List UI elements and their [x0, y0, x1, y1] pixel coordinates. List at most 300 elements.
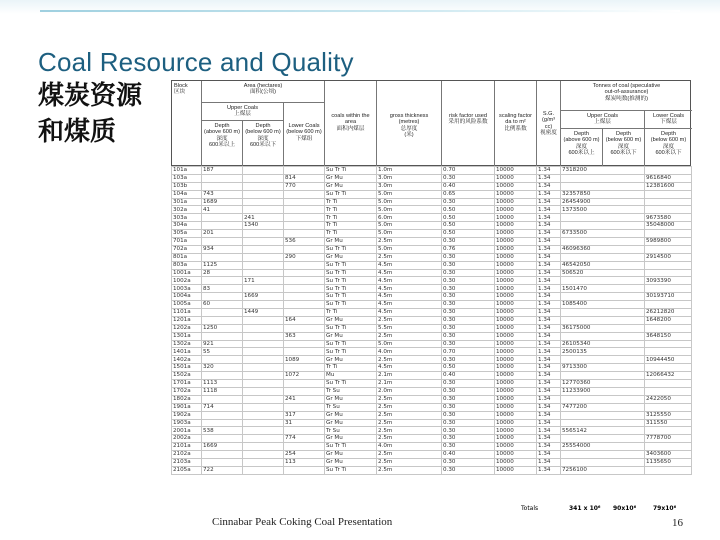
table-cell: 1669 [243, 293, 284, 301]
table-row [172, 364, 692, 372]
table-cell: 1.34 [537, 253, 561, 261]
table-cell: 0.30 [442, 253, 495, 261]
table-cell: 10000 [495, 309, 537, 317]
table-cell: 10000 [495, 466, 537, 474]
table-cell [202, 182, 243, 190]
totals-row [511, 505, 691, 515]
table-cell: 4.0m [377, 348, 442, 356]
table-cell: 171 [243, 277, 284, 285]
table-cell: 1.34 [537, 340, 561, 348]
table-cell: 538 [202, 427, 243, 435]
table-cell: 304a [172, 222, 202, 230]
table-cell: 2.5m [377, 466, 442, 474]
table-cell: 83 [202, 285, 243, 293]
table-cell [645, 230, 692, 238]
table-cell: 10000 [495, 174, 537, 182]
table-cell [284, 443, 325, 451]
header-coals-within-area: coals within the area 面积内煤层 [325, 81, 377, 167]
table-cell: 254 [284, 451, 325, 459]
table-cell: 0.40 [442, 451, 495, 459]
table-cell: 0.50 [442, 222, 495, 230]
table-cell [202, 411, 243, 419]
table-cell: Gr Mu [325, 253, 377, 261]
table-cell: 1125 [202, 261, 243, 269]
slide-top-accent-line [40, 10, 680, 12]
table-cell: 10000 [495, 245, 537, 253]
table-cell: 3.0m [377, 174, 442, 182]
table-cell [243, 387, 284, 395]
table-row [172, 458, 692, 466]
table-row [172, 238, 692, 246]
table-cell: 714 [202, 403, 243, 411]
table-cell [202, 309, 243, 317]
table-cell: 4.5m [377, 269, 442, 277]
table-cell: 774 [284, 435, 325, 443]
table-cell [561, 332, 645, 340]
table-cell [284, 348, 325, 356]
table-cell: 0.30 [442, 332, 495, 340]
table-cell: 35048000 [645, 222, 692, 230]
table-cell: 2.5m [377, 419, 442, 427]
table-row [172, 419, 692, 427]
header-tonnes-depth-above: Depth (above 600 m) 深度 600米以上 [561, 129, 603, 167]
table-cell [284, 427, 325, 435]
table-cell: 5.5m [377, 324, 442, 332]
table-cell: 1.34 [537, 411, 561, 419]
table-cell: 10000 [495, 167, 537, 175]
table-cell: 0.30 [442, 316, 495, 324]
table-cell [561, 309, 645, 317]
table-cell [561, 316, 645, 324]
table-cell: 164 [284, 316, 325, 324]
table-cell [243, 395, 284, 403]
table-cell: 0.30 [442, 293, 495, 301]
table-cell: Su Tr Ti [325, 293, 377, 301]
table-cell [561, 238, 645, 246]
table-cell [202, 222, 243, 230]
table-cell: 1.34 [537, 435, 561, 443]
table-cell: 1101a [172, 309, 202, 317]
table-cell: 5.0m [377, 230, 442, 238]
slide-title-english: Coal Resource and Quality [38, 47, 354, 77]
table-cell [202, 458, 243, 466]
table-cell: Tr Ti [325, 198, 377, 206]
table-cell: 9673580 [645, 214, 692, 222]
table-cell: 2103a [172, 458, 202, 466]
table-row [172, 309, 692, 317]
table-cell [243, 451, 284, 459]
table-cell: 1689 [202, 198, 243, 206]
table-cell [284, 380, 325, 388]
table-row [172, 443, 692, 451]
table-cell: 317 [284, 411, 325, 419]
table-cell [202, 332, 243, 340]
table-cell: 0.30 [442, 269, 495, 277]
table-cell: 10000 [495, 458, 537, 466]
table-cell: 0.30 [442, 403, 495, 411]
header-gross-thickness: gross thickness (metres) 总厚度 (米) [377, 81, 442, 167]
table-cell: Gr Mu [325, 411, 377, 419]
table-cell: 1.34 [537, 419, 561, 427]
table-cell: 2002a [172, 435, 202, 443]
table-cell: Su Tr Ti [325, 324, 377, 332]
table-cell [284, 261, 325, 269]
table-cell [284, 293, 325, 301]
table-cell: 28 [202, 269, 243, 277]
table-cell [243, 245, 284, 253]
table-cell: 2.5m [377, 253, 442, 261]
table-cell: 10000 [495, 387, 537, 395]
table-cell: 2.5m [377, 332, 442, 340]
table-cell [561, 174, 645, 182]
table-cell: 103a [172, 174, 202, 182]
table-cell [243, 403, 284, 411]
table-cell [243, 380, 284, 388]
table-row [172, 222, 692, 230]
table-cell [243, 198, 284, 206]
table-cell: 702a [172, 245, 202, 253]
table-cell: 0.30 [442, 238, 495, 246]
table-cell: 10000 [495, 364, 537, 372]
table-cell: Su Tr Ti [325, 348, 377, 356]
table-cell [645, 403, 692, 411]
table-cell: 10000 [495, 230, 537, 238]
table-cell: 4.5m [377, 285, 442, 293]
table-cell [645, 261, 692, 269]
table-cell: 10000 [495, 316, 537, 324]
table-cell [645, 206, 692, 214]
table-cell: 536 [284, 238, 325, 246]
table-cell: 30193710 [645, 293, 692, 301]
table-cell: 2.5m [377, 316, 442, 324]
table-cell: 1.34 [537, 466, 561, 474]
table-cell: 1118 [202, 387, 243, 395]
table-cell [202, 293, 243, 301]
table-cell: 1501470 [561, 285, 645, 293]
table-cell: 1.34 [537, 458, 561, 466]
table-cell: 743 [202, 190, 243, 198]
table-cell: 10000 [495, 372, 537, 380]
table-cell: 0.30 [442, 419, 495, 427]
table-row [172, 198, 692, 206]
table-cell: Gr Mu [325, 356, 377, 364]
table-cell: 1.34 [537, 356, 561, 364]
table-cell: 1.34 [537, 332, 561, 340]
table-cell: 0.70 [442, 348, 495, 356]
table-cell [561, 372, 645, 380]
table-row [172, 435, 692, 443]
table-row [172, 372, 692, 380]
table-cell [243, 419, 284, 427]
table-row [172, 427, 692, 435]
table-cell: 290 [284, 253, 325, 261]
table-cell [243, 190, 284, 198]
table-cell [645, 364, 692, 372]
table-cell: 2.1m [377, 372, 442, 380]
table-cell: 311550 [645, 419, 692, 427]
table-cell: 1072 [284, 372, 325, 380]
table-cell: 201 [202, 230, 243, 238]
table-cell: 1002a [172, 277, 202, 285]
table-cell [645, 190, 692, 198]
table-cell: 1.34 [537, 277, 561, 285]
table-cell: Su Tr Ti [325, 380, 377, 388]
table-cell: 1.34 [537, 380, 561, 388]
table-cell: 506520 [561, 269, 645, 277]
table-cell: 12381600 [645, 182, 692, 190]
table-cell [645, 380, 692, 388]
header-tonnes-upper: Upper Coals 上煤层 [561, 111, 645, 129]
table-row [172, 277, 692, 285]
table-cell [284, 324, 325, 332]
table-cell: Gr Mu [325, 332, 377, 340]
table-cell: 4.5m [377, 309, 442, 317]
table-cell [645, 285, 692, 293]
slide-footer: Cinnabar Peak Coking Coal Presentation [212, 516, 393, 528]
table-cell: 1001a [172, 269, 202, 277]
table-cell: 12066432 [645, 372, 692, 380]
table-cell: 1.34 [537, 167, 561, 175]
table-cell [284, 466, 325, 474]
table-row [172, 356, 692, 364]
table-cell: 1.34 [537, 230, 561, 238]
table-cell: Su Tr Ti [325, 301, 377, 309]
table-cell [645, 466, 692, 474]
table-cell: Gr Mu [325, 238, 377, 246]
table-cell: 10944450 [645, 356, 692, 364]
table-cell [645, 387, 692, 395]
table-cell: 2.5m [377, 451, 442, 459]
table-cell: 0.50 [442, 214, 495, 222]
table-cell: 241 [243, 214, 284, 222]
table-cell [645, 167, 692, 175]
table-cell: Tr Su [325, 427, 377, 435]
table-cell [202, 435, 243, 443]
table-cell [284, 340, 325, 348]
table-cell: Gr Mu [325, 316, 377, 324]
table-cell: 3403600 [645, 451, 692, 459]
table-cell: 2.5m [377, 435, 442, 443]
table-cell: 0.30 [442, 411, 495, 419]
table-cell: 4.5m [377, 364, 442, 372]
table-cell: 1.34 [537, 395, 561, 403]
table-row [172, 451, 692, 459]
table-cell: 1.34 [537, 293, 561, 301]
table-cell: 0.30 [442, 466, 495, 474]
table-cell: Su Tr Ti [325, 285, 377, 293]
table-cell: 1.34 [537, 174, 561, 182]
table-cell [202, 395, 243, 403]
table-cell: 10000 [495, 269, 537, 277]
table-row [172, 269, 692, 277]
table-cell: 10000 [495, 285, 537, 293]
slide-title-chinese-line1: 煤炭资源 [38, 81, 143, 111]
header-depth-above: Depth (above 600 m) 深度 600米以上 [202, 121, 243, 167]
table-cell: 60 [202, 301, 243, 309]
table-cell [645, 340, 692, 348]
table-cell: 2422050 [645, 395, 692, 403]
table-cell: 10000 [495, 395, 537, 403]
table-cell: 1201a [172, 316, 202, 324]
table-cell: Gr Mu [325, 395, 377, 403]
table-cell: 1449 [243, 309, 284, 317]
table-cell [284, 364, 325, 372]
table-cell: 2500135 [561, 348, 645, 356]
table-cell: 10000 [495, 332, 537, 340]
table-cell: 2.1m [377, 380, 442, 388]
header-sg: S.G. (g/m³ cc) 视密度 [537, 81, 561, 167]
table-cell: 0.30 [442, 277, 495, 285]
table-cell [243, 340, 284, 348]
table-cell [561, 293, 645, 301]
table-cell [243, 316, 284, 324]
table-cell: Tr Ti [325, 206, 377, 214]
table-cell: Su Tr Ti [325, 277, 377, 285]
table-cell [243, 301, 284, 309]
table-cell [243, 435, 284, 443]
table-cell: 31 [284, 419, 325, 427]
table-row [172, 380, 692, 388]
table-cell: Gr Mu [325, 435, 377, 443]
table-cell: 301a [172, 198, 202, 206]
table-cell: 2.5m [377, 356, 442, 364]
table-cell [202, 419, 243, 427]
table-cell [243, 285, 284, 293]
table-cell: 2.5m [377, 395, 442, 403]
table-cell: 113 [284, 458, 325, 466]
table-cell: 0.50 [442, 206, 495, 214]
table-cell [202, 238, 243, 246]
table-cell [202, 174, 243, 182]
table-cell [243, 348, 284, 356]
table-cell: 1.34 [537, 190, 561, 198]
table-cell: 4.5m [377, 301, 442, 309]
table-cell: 921 [202, 340, 243, 348]
table-cell: 1.34 [537, 245, 561, 253]
totals-label: Totals [521, 505, 539, 512]
table-cell: 0.30 [442, 198, 495, 206]
table-cell [561, 458, 645, 466]
table-cell: Gr Mu [325, 174, 377, 182]
table-cell [561, 451, 645, 459]
table-cell [561, 253, 645, 261]
table-cell: 10000 [495, 443, 537, 451]
table-cell: 0.40 [442, 182, 495, 190]
table-cell [243, 182, 284, 190]
table-cell: 10000 [495, 206, 537, 214]
table-cell: 46542050 [561, 261, 645, 269]
table-cell: 1.34 [537, 269, 561, 277]
table-cell: 5565142 [561, 427, 645, 435]
table-cell [284, 301, 325, 309]
table-cell: 0.30 [442, 340, 495, 348]
table-row [172, 214, 692, 222]
table-row [172, 230, 692, 238]
table-cell: 1.34 [537, 214, 561, 222]
table-cell [284, 309, 325, 317]
table-cell: 0.30 [442, 301, 495, 309]
table-row [172, 293, 692, 301]
table-cell: Gr Mu [325, 451, 377, 459]
table-cell [243, 174, 284, 182]
table-cell [202, 356, 243, 364]
table-cell: 1005a [172, 301, 202, 309]
header-block: Block 区块 [172, 81, 202, 167]
table-cell: Tr Ti [325, 222, 377, 230]
table-cell: 0.30 [442, 309, 495, 317]
table-cell: 363 [284, 332, 325, 340]
table-cell: 1.34 [537, 427, 561, 435]
table-cell [645, 324, 692, 332]
table-cell [284, 403, 325, 411]
table-cell: 2102a [172, 451, 202, 459]
table-cell: Gr Mu [325, 458, 377, 466]
table-row [172, 253, 692, 261]
table-row [172, 167, 692, 175]
table-cell [284, 245, 325, 253]
table-cell: Su Tr Ti [325, 245, 377, 253]
table-cell: 0.30 [442, 285, 495, 293]
table-cell [202, 214, 243, 222]
coal-resource-table [171, 80, 691, 525]
table-cell: 0.70 [442, 167, 495, 175]
table-cell [561, 419, 645, 427]
table-row [172, 182, 692, 190]
table-cell: 0.30 [442, 458, 495, 466]
table-cell: 10000 [495, 190, 537, 198]
table-row [172, 261, 692, 269]
table-cell: 2914500 [645, 253, 692, 261]
table-cell: 1.34 [537, 285, 561, 293]
table-cell: 26454900 [561, 198, 645, 206]
table-cell: 10000 [495, 380, 537, 388]
header-tonnes-depth-below: Depth (below 600 m) 深度 600米以下 [603, 129, 645, 167]
table-cell [561, 214, 645, 222]
table-row [172, 316, 692, 324]
table-cell [284, 277, 325, 285]
table-cell: 0.40 [442, 372, 495, 380]
slide-page-number: 16 [672, 517, 683, 529]
table-cell: Tr Su [325, 387, 377, 395]
table-cell: 10000 [495, 340, 537, 348]
table-cell: Mu [325, 372, 377, 380]
table-cell: 1250 [202, 324, 243, 332]
table-cell: 1802a [172, 395, 202, 403]
table-cell: 0.30 [442, 435, 495, 443]
table-cell [243, 167, 284, 175]
table-cell: 1.34 [537, 198, 561, 206]
table-cell: 2.5m [377, 238, 442, 246]
table-cell: 303a [172, 214, 202, 222]
table-cell: 5.0m [377, 206, 442, 214]
table-cell [202, 253, 243, 261]
table-cell: Tr Ti [325, 364, 377, 372]
table-cell: 0.30 [442, 443, 495, 451]
table-cell: 32357850 [561, 190, 645, 198]
table-cell: 3125550 [645, 411, 692, 419]
table-cell: 5.0m [377, 340, 442, 348]
table-cell: 10000 [495, 214, 537, 222]
table-cell: 0.30 [442, 356, 495, 364]
table-cell: 187 [202, 167, 243, 175]
table-cell: Su Tr Ti [325, 261, 377, 269]
table-cell: 11233900 [561, 387, 645, 395]
table-cell: 0.30 [442, 427, 495, 435]
table-row [172, 301, 692, 309]
slide-title-chinese-line2: 和煤质 [38, 117, 117, 147]
table-cell [202, 277, 243, 285]
table-cell [561, 435, 645, 443]
